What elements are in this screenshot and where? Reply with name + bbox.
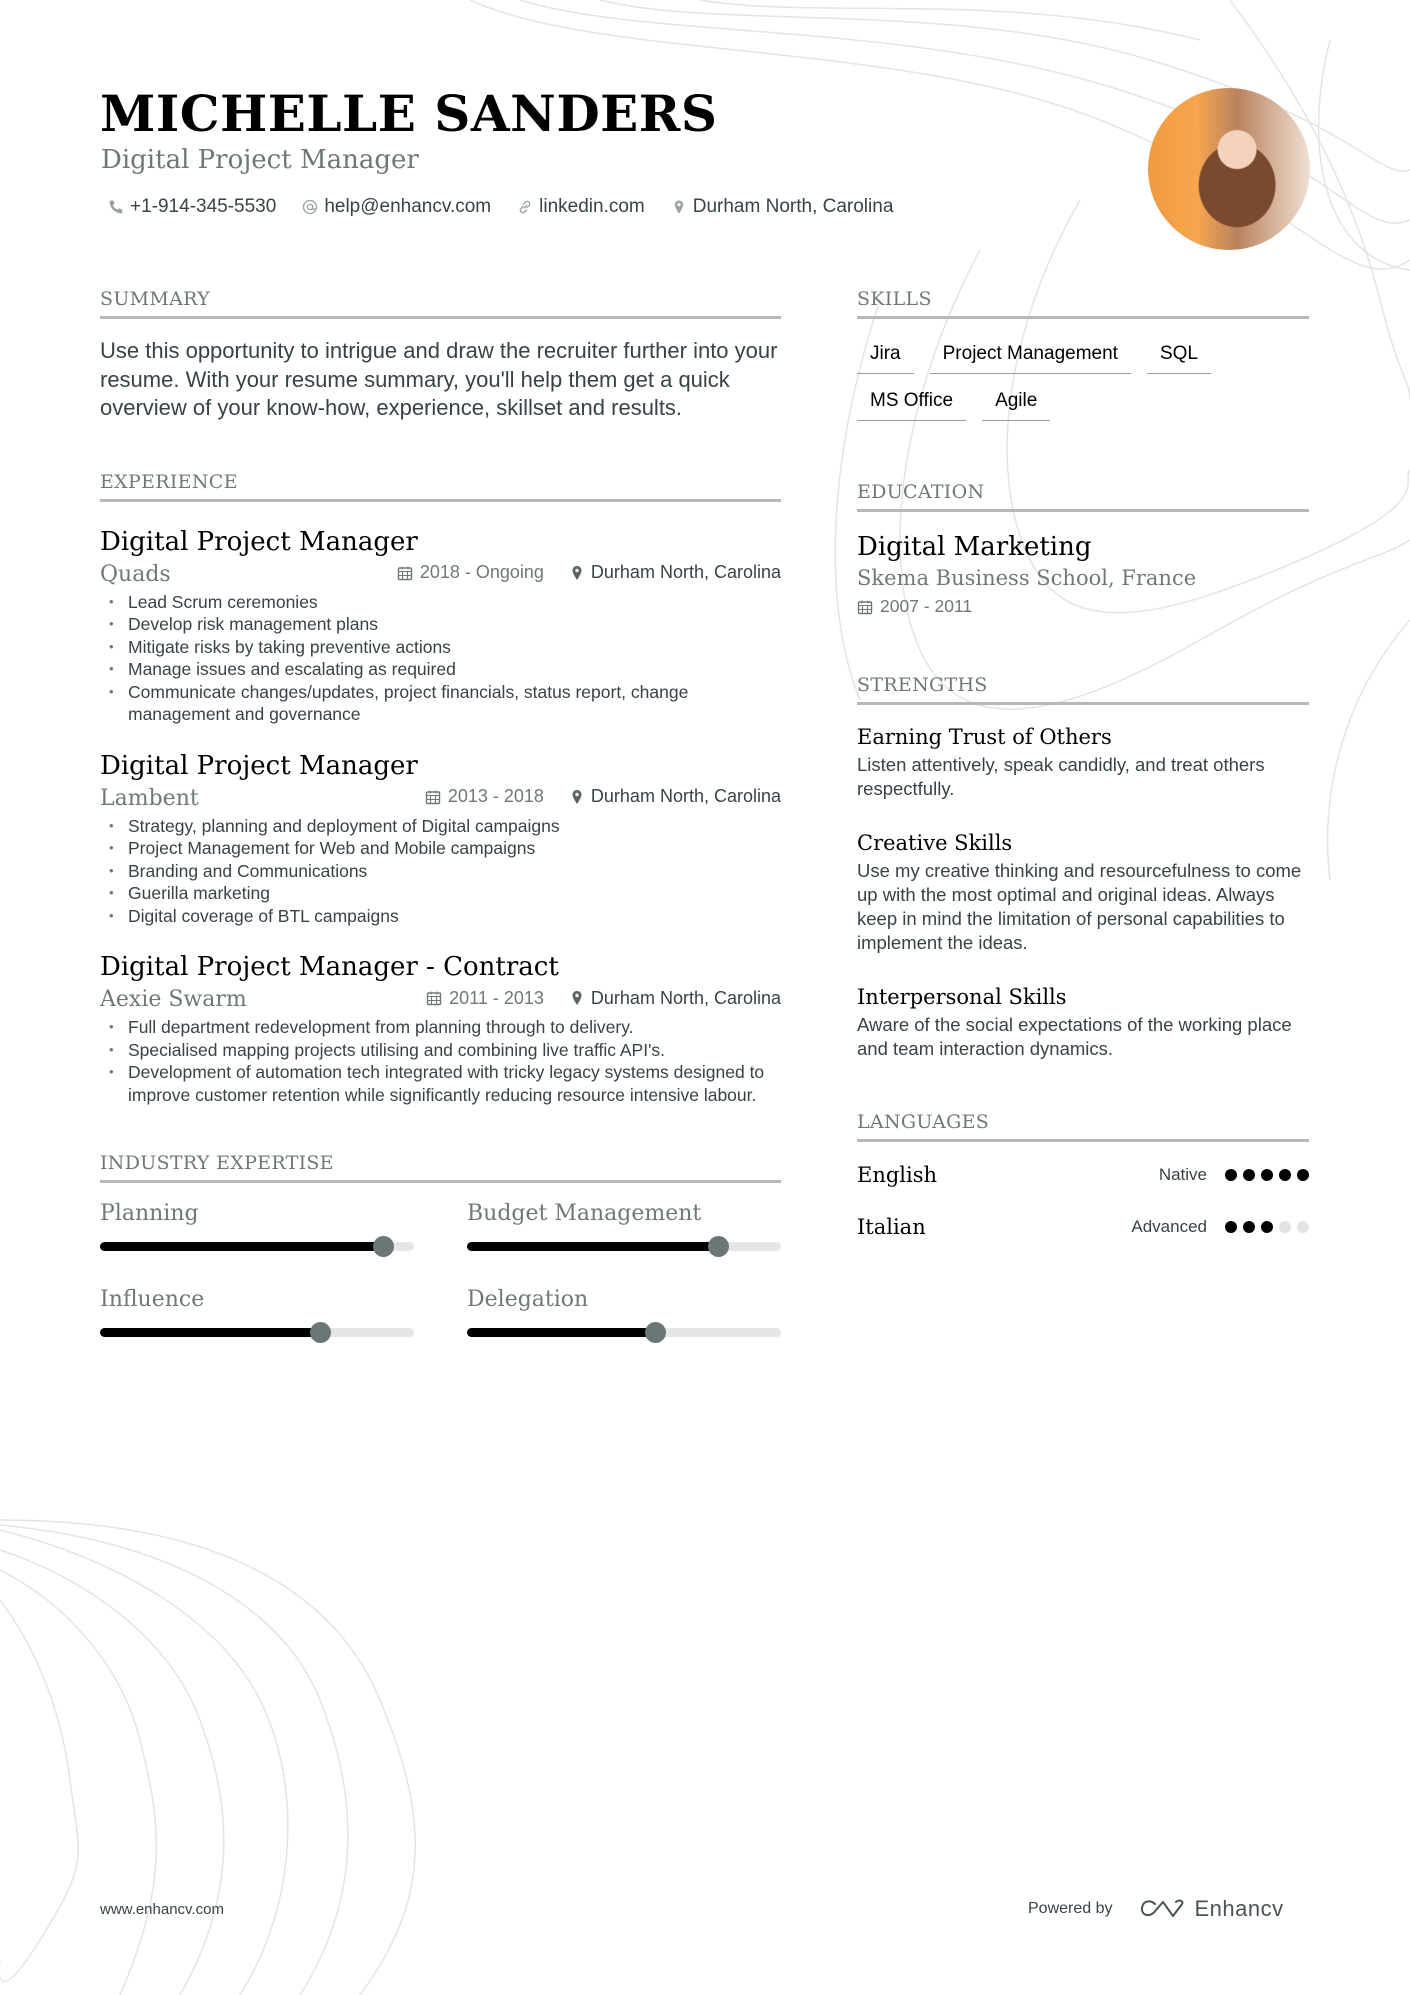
bullet: • Manage issues and escalating as required <box>100 658 781 681</box>
school: Skema Business School, France <box>857 566 1197 590</box>
skill-tag: MS Office <box>857 388 966 421</box>
skills-heading: SKILLS <box>857 288 1309 319</box>
summary-section <box>100 288 781 423</box>
job-location <box>570 786 781 807</box>
job-location <box>570 562 781 583</box>
job-location <box>570 988 781 1009</box>
job-dates-text: 2011 - 2013 <box>449 987 544 1008</box>
company-name: Quads <box>100 561 171 587</box>
phone-icon <box>108 199 124 215</box>
bullet: • Development of automation tech integrated with tricky legacy systems designed to improve customer retention while significantly reducing resource intensive labour. <box>100 1061 781 1106</box>
strengths-section <box>857 674 1309 1061</box>
strength-desc: Listen attentively, speak candidly, and treat others respectfully. <box>857 753 1265 799</box>
job-dates-text: 2018 - Ongoing <box>419 562 544 582</box>
strength-title: Earning Trust of Others <box>857 724 1112 749</box>
contact-linkedin-text: linkedin.com <box>539 196 645 217</box>
candidate-name: MICHELLE SANDERS <box>100 84 718 143</box>
contact-phone-text: +1-914-345-5530 <box>130 196 277 217</box>
right-column <box>857 288 1309 1244</box>
language-name: English <box>857 1162 938 1187</box>
slider-knob <box>645 1322 666 1343</box>
footer-website-link[interactable]: www.enhancv.com <box>100 1901 224 1918</box>
bullet: • Strategy, planning and deployment of Digital campaigns <box>100 815 781 838</box>
bullet: • Lead Scrum ceremonies <box>100 591 781 614</box>
strength-item <box>857 831 1309 955</box>
bullet: • Full department redevelopment from planning through to delivery. <box>100 1016 781 1039</box>
bullet: • Specialised mapping projects utilising and combining live traffic API's. <box>100 1039 781 1062</box>
strength-item <box>857 985 1309 1061</box>
job-dates <box>397 562 544 583</box>
skills-section <box>857 288 1309 421</box>
job-title: Digital Project Manager <box>100 750 418 781</box>
expertise-heading: INDUSTRY EXPERTISE <box>100 1152 781 1183</box>
enhancv-logo[interactable] <box>1139 1896 1284 1922</box>
job-location-text: Durham North, Carolina <box>590 987 781 1008</box>
expertise-bar <box>100 1328 414 1337</box>
skill-tag: Jira <box>857 341 914 374</box>
proficiency-dots <box>1225 1221 1309 1233</box>
experience-section <box>100 471 781 1107</box>
location-icon <box>570 565 584 581</box>
contact-email-text: help@enhancv.com <box>324 196 492 217</box>
left-column <box>100 288 781 1337</box>
contact-email[interactable] <box>302 196 491 218</box>
bullet: • Project Management for Web and Mobile campaigns <box>100 837 781 860</box>
powered-by-label: Powered by <box>1028 1900 1113 1917</box>
job-dates <box>426 988 544 1009</box>
expertise-label: Delegation <box>467 1287 589 1312</box>
job-bullets <box>100 815 781 928</box>
company-name: Aexie Swarm <box>100 987 247 1012</box>
job-dates <box>425 786 544 807</box>
summary-heading: SUMMARY <box>100 288 781 319</box>
company-name: Lambent <box>100 785 199 811</box>
language-item <box>857 1158 1309 1192</box>
proficiency-dots <box>1225 1169 1309 1181</box>
job-bullets <box>100 1016 781 1106</box>
candidate-title: Digital Project Manager <box>101 145 419 175</box>
location-icon <box>671 199 687 215</box>
strength-title: Interpersonal Skills <box>857 984 1067 1009</box>
expertise-bar <box>467 1328 781 1337</box>
skill-tag: SQL <box>1147 341 1211 374</box>
experience-heading: EXPERIENCE <box>100 471 781 502</box>
bullet: • Branding and Communications <box>100 860 781 883</box>
expertise-item <box>100 1201 414 1251</box>
at-icon <box>302 199 318 215</box>
expertise-item <box>467 1201 781 1251</box>
expertise-bar <box>100 1242 414 1251</box>
expertise-bar <box>467 1242 781 1251</box>
language-level: Native <box>1158 1164 1207 1184</box>
contact-location <box>671 196 894 218</box>
strength-desc: Use my creative thinking and resourcefulness to come up with the most optimal and original ideas. Always keep in mind the limitation of personal capabilities to implement the ideas. <box>857 859 1302 953</box>
brand-name: Enhancv <box>1194 1896 1284 1921</box>
experience-item <box>100 951 781 1106</box>
language-item <box>857 1210 1309 1244</box>
education-dates <box>857 596 972 617</box>
job-dates-text: 2013 - 2018 <box>447 786 544 806</box>
industry-expertise-section <box>100 1152 781 1337</box>
expertise-item <box>100 1287 414 1337</box>
enhancv-logo-icon <box>1139 1898 1185 1920</box>
languages-heading: LANGUAGES <box>857 1111 1309 1142</box>
degree: Digital Marketing <box>857 532 1092 562</box>
strengths-heading: STRENGTHS <box>857 674 1309 705</box>
strength-desc: Aware of the social expectations of the working place and team interaction dynamics. <box>857 1013 1292 1059</box>
link-icon <box>517 199 533 215</box>
profile-photo <box>1148 88 1310 250</box>
job-location-text: Durham North, Carolina <box>590 562 781 582</box>
slider-knob <box>708 1236 729 1257</box>
strength-item <box>857 725 1309 801</box>
expertise-label: Influence <box>100 1287 205 1312</box>
experience-item <box>100 526 781 726</box>
strength-title: Creative Skills <box>857 830 1013 855</box>
education-heading: EDUCATION <box>857 481 1309 512</box>
bullet: • Develop risk management plans <box>100 613 781 636</box>
calendar-icon <box>426 990 442 1006</box>
languages-section <box>857 1111 1309 1244</box>
bullet: • Digital coverage of BTL campaigns <box>100 905 781 928</box>
contact-phone[interactable] <box>108 196 276 218</box>
language-name: Italian <box>857 1214 926 1239</box>
language-level: Advanced <box>1131 1216 1207 1236</box>
education-section <box>857 481 1309 620</box>
job-title: Digital Project Manager - Contract <box>100 952 559 982</box>
slider-knob <box>310 1322 331 1343</box>
contact-linkedin[interactable] <box>517 196 645 218</box>
job-title: Digital Project Manager <box>100 526 418 557</box>
calendar-icon <box>397 565 413 581</box>
footer-branding <box>1028 1896 1284 1922</box>
calendar-icon <box>425 789 441 805</box>
expertise-item <box>467 1287 781 1337</box>
expertise-label: Budget Management <box>467 1201 702 1226</box>
skill-tag: Project Management <box>930 341 1131 374</box>
contact-bar <box>108 196 893 218</box>
bullet: • Communicate changes/updates, project financials, status report, change management and governance <box>100 681 781 726</box>
job-bullets <box>100 591 781 726</box>
experience-item <box>100 750 781 928</box>
skill-tag: Agile <box>982 388 1050 421</box>
location-icon <box>570 789 584 805</box>
bullet: • Guerilla marketing <box>100 882 781 905</box>
location-icon <box>570 990 584 1006</box>
slider-knob <box>373 1236 394 1257</box>
bullet: • Mitigate risks by taking preventive actions <box>100 636 781 659</box>
education-dates-text: 2007 - 2011 <box>880 596 973 616</box>
calendar-icon <box>857 599 873 615</box>
job-location-text: Durham North, Carolina <box>590 786 781 806</box>
summary-text: Use this opportunity to intrigue and draw the recruiter further into your resume. With your resume summary, you'll help them get a quick overview of your know-how, experience, skillset and results. <box>100 338 778 420</box>
expertise-label: Planning <box>100 1201 199 1226</box>
contact-location-text: Durham North, Carolina <box>692 196 894 217</box>
